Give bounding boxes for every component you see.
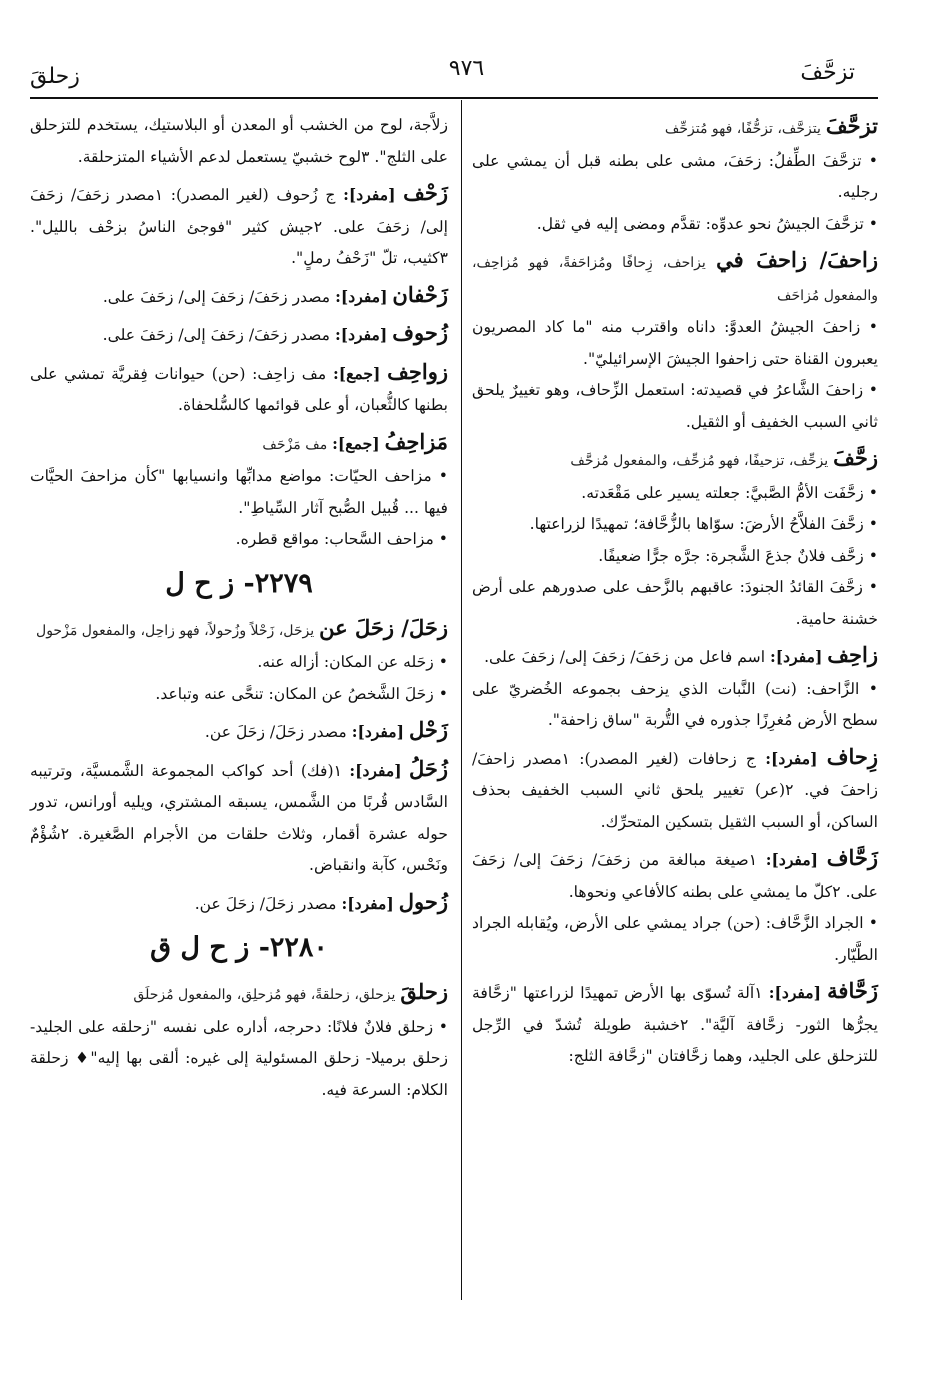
definition: مف مَزْحَف — [262, 436, 328, 453]
example: • زحَلَ الشَّخصُ عن المكان: تنحَّى عنه وتباعد. — [30, 679, 448, 711]
headword: زَحْفان — [392, 281, 448, 307]
example: • زحلق فلانٌ فلانًا: دحرجه، أداره على نفسه "زحلقه على الجليد- زحلق برميلا- زحلق المسئولية إلى غيره: ألقى بها إليه"♦ زحلقة الكلام: السرعة فيه. — [30, 1012, 448, 1107]
entry-zawahif — [30, 356, 448, 422]
example: • الزَّاحف: (نت) النَّبات الذي يزحف بجموعه الخُضريّ على سطح الأرض مُغرِزًا جذوره في التُّربة "ساق زاحفة". — [472, 674, 878, 737]
example: • مزاحف الحيّات: مواضع مدابِّها وانسيابها "كأن مزاحفَ الحيَّات فيها ... قُبيل الصُّبح آثار السِّياطِ". — [30, 461, 448, 524]
headword: زَحْف — [403, 180, 448, 205]
example: • الجراد الزَّحَّاف: (حن) جراد يمشي على الأرض، ويُقابله الجراد الطَّيّار. — [472, 908, 878, 971]
example: • زاحفَ الجيشُ العدوَّ: داناه واقترب منه "ما كاد المصريون يعبرون القناة حتى زاحفوا الجيشَ الإسرائيليّ". — [472, 312, 878, 375]
definition: ١آلة تُسوّى بها الأرض تمهيدًا لزراعتها "زحَّافة يجرُّها الثور- زحَّافة آليَّة". ٢خشبة طويلة تُشدّ في الرِّجل للتزحلق على الجليد، وهما زحَّافتان "زحَّافة الثلج: — [472, 984, 878, 1065]
pos-tag: [مفرد]: — [768, 983, 822, 1002]
header-guide-word-last: زحلقَ — [30, 64, 80, 89]
example: • زحَّفَ القائدُ الجنودَ: عاقبهم بالزَّحف على صدورهم على أرض خشنة حامية. — [472, 572, 878, 635]
headword: زحَلَ/ زحَلَ عن — [319, 614, 448, 640]
pos-tag: [مفرد]: — [335, 286, 388, 306]
example: • زحَّفَت الأمُّ الصَّبيَّ: جعلته يسير على مَقْعَدته. — [472, 478, 878, 510]
headword: زاحفَ/ زاحفَ في — [716, 247, 879, 272]
pos-tag: [جمع]: — [332, 433, 380, 453]
definition: مصدر زحَلَ/ زحَلَ عن. — [194, 894, 337, 913]
headword: مَزاحِفُ — [384, 428, 448, 454]
entry-zahfan — [30, 279, 448, 314]
definition: ج زُحوف (لغير المصدر): ١مصدر زحَفَ/ زحَفَ إلى/ زحَفَ على. ٢جيش كثير "فوجئ الناسُ بزحْف بالليل". ٣كثيب، تلّ "زَحْفُ رملٍ". — [30, 186, 448, 267]
page-number: ٩٧٦ — [448, 56, 485, 81]
conjugation: يزحِّف، تزحيفًا، فهو مُزحِّف، والمفعول مُزحَّف — [570, 453, 829, 469]
pos-tag: [مفرد]: — [341, 893, 394, 913]
conjugation: يزحلق، زحلقةً، فهو مُزحلِق، والمفعول مُزحلَق — [133, 987, 396, 1003]
headword: زحلقَ — [400, 979, 448, 1004]
entry-mazahif — [30, 426, 448, 556]
entry-zahafa — [472, 244, 878, 438]
conjugation: يتزحَّف، تزحُّفًا، فهو مُتزحِّف — [664, 121, 821, 137]
column-divider — [461, 100, 462, 1300]
example: • زحَله عن المكان: أزاله عنه. — [30, 647, 448, 679]
headword: زِحاف — [826, 743, 878, 769]
entry-zahlaqa — [30, 976, 448, 1106]
example: • تزحَّفَ الطِّفلُ: زحَفَ، مشى على بطنه قبل أن يمشي على رجليه. — [472, 146, 878, 209]
headword: زاحِف — [827, 642, 878, 667]
entry-zahl — [30, 714, 448, 749]
entry-zahhafa — [472, 442, 878, 635]
entry-zahhaf — [472, 842, 878, 971]
headword: زَحَّافة — [827, 978, 878, 1003]
left-column — [30, 110, 448, 1110]
right-column — [472, 110, 878, 1077]
page-header — [0, 0, 933, 96]
definition: مصدر زحَفَ/ زحَفَ إلى/ زحَفَ على. — [102, 287, 331, 306]
pos-tag: [مفرد]: — [349, 760, 402, 780]
entry-zuhul — [30, 886, 448, 921]
root-heading: ٢٢٧٩- ز ح ل — [165, 567, 313, 599]
headword: تزحَّفَ — [825, 113, 878, 138]
pos-tag: [مفرد]: — [765, 850, 819, 869]
pos-tag: [مفرد]: — [343, 185, 396, 204]
entry-zihaf — [472, 741, 878, 839]
continued-definition: زلاَّجة، لوح من الخشب أو المعدن أو البلاستيك، يستخدم للتزحلق على الثلج". ٣لوح خشبيّ يستعمل لدعم الأشياء المتزحلقة. — [30, 116, 448, 166]
headword: زُحول — [398, 888, 448, 914]
pos-tag: [مفرد]: — [351, 722, 404, 741]
pos-tag: [مفرد]: — [770, 647, 823, 666]
pos-tag: [مفرد]: — [334, 325, 388, 344]
definition: اسم فاعل من زحَفَ/ زحَفَ إلى/ زحَفَ على. — [484, 648, 766, 666]
example: • زحَّف فلانٌ جذعَ الشَّجرة: جرَّه جرًّا ضعيفًا. — [472, 541, 878, 573]
definition: مصدر زحَلَ/ زحَلَ عن. — [204, 723, 347, 741]
entry-tazahhafa — [472, 110, 878, 240]
headword: زحَّفَ — [833, 445, 878, 470]
entry-zuhal — [30, 753, 448, 882]
definition: ج زحافات (لغير المصدر): ١مصدر زاحفَ/ زاحفَ في. ٢(عر) تغيير يلحق ثاني السبب الخفيف بحذف الساكن، أو السبب الثقيل بتسكين المتحرِّك. — [472, 749, 878, 831]
headword: زُحوف — [392, 320, 448, 345]
example: • زحَّفَ الفلاَّحُ الأرضَ: سوّاها بالزُّحَّافة؛ تمهيدًا لزراعتها. — [472, 509, 878, 541]
entry-zahala — [30, 612, 448, 711]
headword: زواحِف — [387, 358, 448, 384]
conjugation: يزاحف، زِحافًا ومُزاحَفةً، فهو مُزاحِف، والمفعول مُزاحَف — [472, 255, 878, 304]
definition: ١صيغة مبالغة من زحَفَ/ زحَفَ إلى/ زحَفَ على. ٢كلّ ما يمشي على بطنه كالأفاعي ونحوها. — [472, 851, 878, 901]
pos-tag: [مفرد]: — [765, 748, 818, 768]
example: • زاحفَ الشَّاعرُ في قصيدته: استعمل الزِّحاف، وهو تغييرٌ يلحق ثاني السبب الخفيف أو الثقيل. — [472, 375, 878, 438]
headword: زَحَّاف — [826, 845, 878, 870]
entry-zahf — [30, 177, 448, 275]
definition: مصدر زحَفَ/ زحَفَ إلى/ زحَفَ على. — [102, 326, 330, 344]
conjugation: يزحَل، زَحْلاً وزُحولاً، فهو زاحِل، والمفعول مَزْحول — [36, 622, 315, 639]
example: • مزاحف السَّحاب: مواقع قطره. — [30, 524, 448, 556]
entry-zahif — [472, 639, 878, 737]
pos-tag: [جمع]: — [332, 363, 381, 383]
entry-continuation — [30, 110, 448, 173]
example: • تزحَّفَ الجيشُ نحو عدوِّه: تقدَّم ومضى إليه في ثقل. — [472, 209, 878, 241]
root-heading: ٢٢٨٠- ز ح ل ق — [150, 932, 328, 963]
entry-zuhuf — [30, 317, 448, 352]
headword: زَحْل — [408, 717, 448, 742]
definition: ١(فك) أحد كواكب المجموعة الشَّمسيَّة، وترتيبه السَّادس قُربًا من الشَّمس، يسبقه المشتري، ويليه أورانس، تدور حوله عشرة أقمار، وثلاث حلقات من الأجرام الصَّغيرة. ٢شُؤْمٌ ونَحْس، كآبة وانقباض. — [30, 761, 448, 874]
header-guide-word-first: تزحَّفَ — [800, 60, 855, 85]
headword: زُحَلُ — [408, 755, 448, 781]
entry-zahhafa-noun — [472, 975, 878, 1073]
header-rule — [30, 97, 878, 99]
definition: مف زاحِف: (حن) حيوانات فِقريَّة تمشي على بطنها كالثُّعبان، أو على قوائمها كالسُّلحفاة. — [30, 364, 448, 414]
